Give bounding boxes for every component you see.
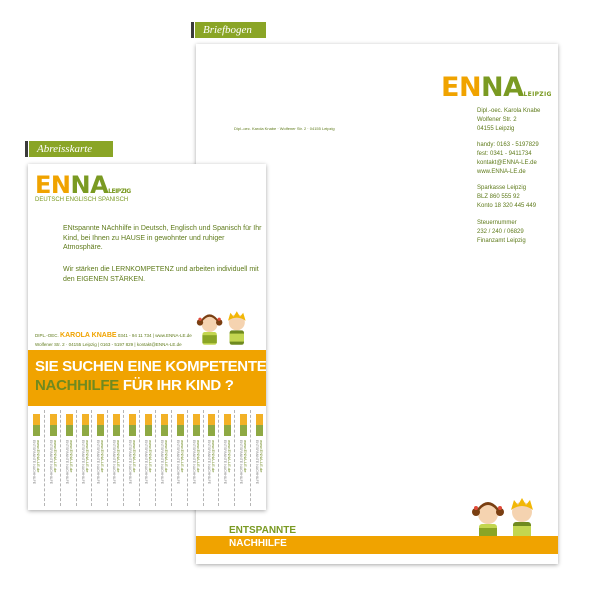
strip-text: ENTSPANNTE NACHHILFE: [143, 440, 148, 485]
tax-line: 232 / 240 / 06829: [477, 229, 524, 235]
strip-text: www.ENNA-LE.de: [211, 440, 217, 473]
tearoff-strip[interactable]: [76, 410, 93, 506]
tearoff-headline-1: SIE SUCHEN EINE KOMPETENTE: [35, 358, 266, 375]
tearoff-strip[interactable]: [123, 410, 140, 506]
headline-highlight: NACHHILFE: [35, 377, 119, 394]
logo-city: LEIPZIG: [108, 188, 131, 195]
strip-text: www.ENNA-LE.de: [227, 440, 233, 473]
tax-line: Steuernummer: [477, 220, 517, 226]
strip-logo: [129, 414, 136, 436]
tearoff-strip[interactable]: [28, 410, 44, 506]
letterhead-logo: [441, 74, 552, 109]
strip-text: ENTSPANNTE NACHHILFE: [255, 440, 260, 485]
strip-logo: [161, 414, 168, 436]
strip-logo: [82, 414, 89, 436]
tearoff-strip[interactable]: [107, 410, 124, 506]
tearoff-strip[interactable]: [218, 410, 235, 506]
label-letterhead: Briefbogen: [195, 22, 266, 38]
strip-text: ENTSPANNTE NACHHILFE: [239, 440, 244, 485]
kids-illustration: [188, 308, 260, 356]
tearoff-strip[interactable]: [234, 410, 251, 506]
strip-text: www.ENNA-LE.de: [259, 440, 265, 473]
logo-na: NA: [481, 72, 524, 103]
strip-text: www.ENNA-LE.de: [195, 440, 201, 473]
label-bar-letterhead: [191, 22, 194, 38]
strip-text: ENTSPANNTE NACHHILFE: [31, 440, 36, 485]
strip-text: www.ENNA-LE.de: [84, 440, 90, 473]
strip-text: ENTSPANNTE NACHHILFE: [175, 440, 180, 485]
tearoff-contact-line-1: [35, 332, 192, 339]
address-line: Wolfener Str. 2: [477, 117, 517, 123]
strip-text: ENTSPANNTE NACHHILFE: [96, 440, 101, 485]
strip-text: ENTSPANNTE NACHHILFE: [64, 440, 69, 485]
tearoff-card: [28, 164, 266, 510]
strip-text: ENTSPANNTE NACHHILFE: [128, 440, 133, 485]
strip-text: ENTSPANNTE NACHHILFE: [223, 440, 228, 485]
strip-logo: [33, 414, 40, 436]
tearoff-strip[interactable]: [44, 410, 61, 506]
bank-line: BLZ 860 555 92: [477, 194, 520, 200]
address-block: [477, 107, 540, 134]
tearoff-strip[interactable]: [250, 410, 266, 506]
logo-en: EN: [441, 72, 482, 103]
contact-line: handy: 0163 - 5197829: [477, 142, 539, 148]
logo-na: NA: [70, 171, 109, 199]
tax-block: [477, 219, 526, 246]
tearoff-logo-subtitle: DEUTSCH ENGLISCH SPANISCH: [35, 197, 129, 203]
strip-text: www.ENNA-LE.de: [132, 440, 138, 473]
label-tearoff: Abreisskarte: [29, 141, 113, 157]
tearoff-paragraph-1: ENtspannte NAchhilfe in Deutsch, Englisch und Spanisch für Ihr Kind, bei Ihnen zu HAUSE in gewohnter und ruhiger Atmosphäre.: [63, 225, 262, 251]
strip-text: www.ENNA-LE.de: [163, 440, 169, 473]
contact-phone-web: 0341 - 94 11 734 | www.ENNA-LE.de: [117, 333, 192, 338]
strip-logo: [66, 414, 73, 436]
bank-block: [477, 184, 536, 211]
strip-logo: [177, 414, 184, 436]
contact-block: [477, 141, 539, 177]
tearoff-paragraph-2: Wir stärken die LERNKOMPETENZ und arbeiten individuell mit den EIGENEN STÄRKEN.: [63, 266, 259, 283]
contact-name: KAROLA KNABE: [60, 332, 117, 339]
strip-text: ENTSPANNTE NACHHILFE: [112, 440, 117, 485]
tearoff-strip[interactable]: [171, 410, 188, 506]
tearoff-headline-2: [35, 377, 234, 394]
strip-logo: [224, 414, 231, 436]
contact-line: kontakt@ENNA-LE.de: [477, 160, 537, 166]
footer-slogan-2: NACHHILFE: [229, 538, 287, 549]
strip-logo: [256, 414, 263, 436]
bank-line: Sparkasse Leipzig: [477, 185, 527, 191]
address-line: 04155 Leipzig: [477, 126, 515, 132]
tearoff-strip[interactable]: [60, 410, 77, 506]
tax-line: Finanzamt Leipzig: [477, 238, 526, 244]
bank-line: Konto 18 320 445 449: [477, 203, 537, 209]
strip-text: www.ENNA-LE.de: [68, 440, 74, 473]
tearoff-strips: [28, 410, 266, 510]
contact-line: fest: 0341 - 9411734: [477, 151, 532, 157]
tearoff-contact-line-2: Wolfener Str. 2 · 04155 Leipzig | 0163 - 5197 829 | kontakt@ENNA-LE.de: [35, 342, 182, 347]
strip-logo: [193, 414, 200, 436]
strip-text: ENTSPANNTE NACHHILFE: [48, 440, 53, 485]
strip-logo: [50, 414, 57, 436]
strip-logo: [113, 414, 120, 436]
strip-text: www.ENNA-LE.de: [179, 440, 185, 473]
sender-line: Dipl.-oec. Karola Knabe · Wolfener Str. 2 · 04155 Leipzig: [234, 126, 335, 131]
logo-city: LEIPZIG: [523, 91, 552, 98]
strip-text: www.ENNA-LE.de: [116, 440, 122, 473]
contact-line: www.ENNA-LE.de: [477, 169, 526, 175]
strip-text: ENTSPANNTE NACHHILFE: [80, 440, 85, 485]
tearoff-strip[interactable]: [155, 410, 172, 506]
strip-logo: [240, 414, 247, 436]
strip-logo: [208, 414, 215, 436]
logo-en: EN: [35, 171, 71, 199]
tearoff-strip[interactable]: [91, 410, 108, 506]
strip-text: www.ENNA-LE.de: [100, 440, 106, 473]
strip-text: ENTSPANNTE NACHHILFE: [207, 440, 212, 485]
strip-text: www.ENNA-LE.de: [243, 440, 249, 473]
strip-text: ENTSPANNTE NACHHILFE: [191, 440, 196, 485]
address-line: Dipl.-oec. Karola Knabe: [477, 108, 541, 114]
strip-logo: [97, 414, 104, 436]
strip-text: ENTSPANNTE NACHHILFE: [159, 440, 164, 485]
tearoff-strip[interactable]: [187, 410, 204, 506]
strip-text: www.ENNA-LE.de: [52, 440, 58, 473]
label-bar-tearoff: [25, 141, 28, 157]
strip-text: www.ENNA-LE.de: [147, 440, 153, 473]
strip-text: www.ENNA-LE.de: [35, 440, 41, 473]
tearoff-strip[interactable]: [203, 410, 220, 506]
headline-rest: FÜR IHR KIND ?: [122, 377, 234, 394]
footer-slogan-1: ENTSPANNTE: [229, 525, 297, 536]
strip-logo: [145, 414, 152, 436]
tearoff-strip[interactable]: [139, 410, 156, 506]
contact-prefix: DIPL.-OEC.: [35, 333, 59, 338]
